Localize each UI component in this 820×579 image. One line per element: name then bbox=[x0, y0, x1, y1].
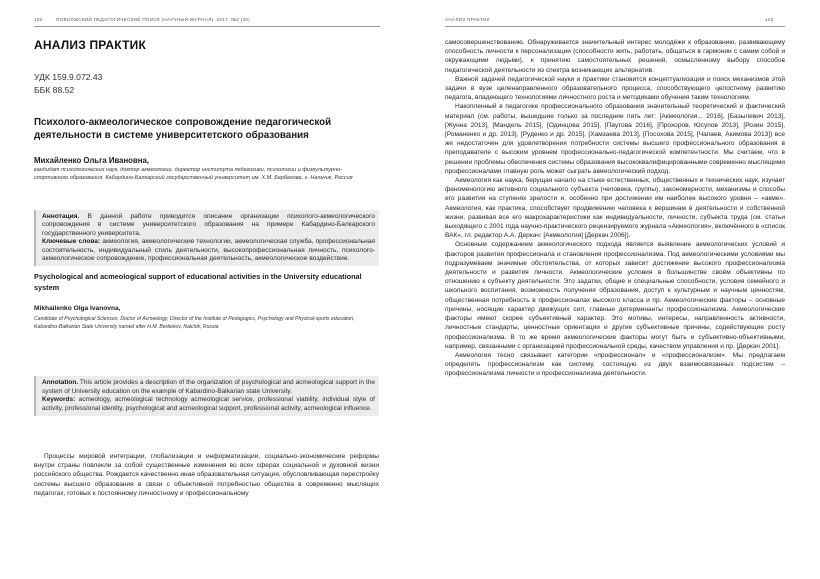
article-title-en: Psychological and acmeological support of educational activities in the University educational system bbox=[34, 272, 362, 292]
page-number: 102 bbox=[34, 17, 43, 22]
section-title: АНАЛИЗ ПРАКТИК bbox=[34, 38, 146, 52]
abstract-ru bbox=[34, 210, 379, 266]
body-paragraph: Процессы мировой интеграции, глобализации и информатизации, социально-экономические реформы внутри страны повлекли за собой существенные изменения во всех сферах социальной и духовной жизни российского общества. Рождается качественно иная образовательная ситуация, обусловливающая перестройку системы высшего образования в связи с объективной потребностью общества в современно мыслящих педагогах, готовых к постоянному личностному и профессиональному bbox=[34, 453, 379, 497]
running-head: ПОВОЛЖСКИЙ ПЕДАГОГИЧЕСКИЙ ПОИСК (НАУЧНЫЙ ЖУРНАЛ). 2017. №2 (20) bbox=[56, 17, 251, 22]
author-affiliation: кандидат психологических наук, доктор акмеологии, директор института педагогики, психологии и физкультурно-спортивного образования, Кабардино-Балкарский государственный университет им. Х.М. Бербекова, г. Нальчик, Россия bbox=[34, 167, 353, 181]
author-name: Михайленко Ольга Ивановна, bbox=[34, 156, 149, 165]
bbk-code: ББК 88.52 bbox=[34, 85, 75, 95]
body-paragraph: Важной задачей педагогической науки и практики становится концептуализация и поиск механизмов этой задачи в вузе целенаправленного образовательного процесса, способствующего целостному развитию педагога, владеющего технологиями личностного роста и методиками обучения таким технологиям. bbox=[445, 75, 785, 102]
keywords-label-en: Keywords: bbox=[42, 396, 76, 404]
body-paragraph: Акмеология тесно связывает категории «профессионал» и «профессионализм». Мы предлагаем определять профессионализм как систему, состоящую из двух взаимосвязанных подсистем – профессионализма личности и профессионализма деятельности. bbox=[445, 351, 785, 378]
body-paragraph: Накопленный в педагогике профессионального образования значительный теоретический и фактический материал (см. работы, вышедшие только за последние пять лет: [Акмеология... 2016], [Базылевич 2013], [Жунна 2013], [Мандель 2015], [Одинцова 2015], [Паутова 2016], [Прохоров, Юсупов 2013], [Розин 2015], [Романенко и др. 2013], [Руденко и др. 2015], [Хамзаева 2013], [Посохова 2015], [Чапаев, Акимова 2013]) все же недостаточен для удовлетворения потребности системы высшего профессионального образования в преподавателе с высоким уровнем профессионально-педагогической компетентности. Мы считаем, что в решении проблемы обеспечения системы образования высококвалифицированными современно мыслящими профессионалами главную роль может сыграть акмеологический подход. bbox=[445, 103, 785, 175]
udc-code: УДК 159.9.072.43 bbox=[34, 72, 103, 82]
running-head-right: АНАЛИЗ ПРАКТИК bbox=[445, 17, 490, 22]
article-title: Психолого-акмеологическое сопровождение педагогической деятельности в системе университетского образования bbox=[34, 117, 332, 142]
abstract-label: Аннотация. bbox=[42, 213, 80, 220]
keywords-text-en: acmeology, acmeological technology acmeological service, professional viability, individual style of activity, professional identity, psychological and acmeological support, professional activity, acmeological influence. bbox=[42, 396, 375, 412]
right-page bbox=[410, 0, 820, 579]
abstract-text-en: This article provides a description of the organization of psychological and acmeological support in the system of University education on the example of Kabardino-Balkarian state University. bbox=[42, 379, 375, 395]
body-paragraph: Акмеология как наука, берущая начало на стыке естественных, общественных и технических наук, изучает феноменологию активного социального субъекта (человека, группы), закономерности, механизмы и способы его развития на ступенях зрелости и, особенно при достижении им наиболее высокого уровня – «акме». Акмеология, как практика, способствует продвижению человека к вершинам в деятельности и собственной жизни, развивая все его макрохарактеристики как индивидуальности, личности, субъекта труда (см. статьи выходящего с 2001 года научно-практического рецензируемого журнала «Акмеология», включённого в «список ВАК», гл. редактор А.А. Деркач: [Акмеология] [Деркач 2006]). bbox=[445, 177, 785, 240]
body-text-left bbox=[34, 452, 379, 498]
keywords-text: акмеология, акмеологические технологии, акмеологическая служба, профессиональная состоятельность, индивидуальный стиль деятельности, высокопрофессиональная личность, психолого-акмеологическое сопровождение, профессиональная деятельность, акмеологическое воздействие. bbox=[42, 238, 375, 263]
abstract-text: В данной работе приводится описание организации психолого-акмеологического сопровождения в системе университетского образования на примере Кабардино-Балкарского государственного университета. bbox=[42, 213, 375, 237]
abstract-label-en: Annotation. bbox=[42, 379, 79, 386]
page-number-right: 103 bbox=[765, 17, 774, 22]
author-name-en: Mikhailenko Olga Ivanovna, bbox=[34, 305, 121, 312]
body-paragraph: Основным содержанием акмеологического подхода является выявление акмеологических условий и факторов развития профессионала и становления профессионализма. Под акмеологическими условиями мы подразумеваем значимые обстоятельства, от которых зависит достижение высокого профессионализма деятельности и развития личности. Акмеологические условия в большинстве своём объективны по отношению к субъекту деятельности. Это задатки, общие и специальные способности, условия семейного и школьного воспитания, возможность получения образования, доступ к культурным и научным ценностям, общественная потребность в профессионалах высокого класса и пр. Акмеологические факторы – основные причины, носящие характер движущих сил, главные детерминанты профессионализма. Акмеологические факторы имеют скорее субъективный характер. Это мотивы, интересы, направленность активности, личностные стандарты, ценностные ориентации и другие субъективные причины, содействующие росту профессионализма. В то же время акмеологические факторы могут быть и субъективно-объективными, например, связанными с организацией профессиональной среды, качеством управления и пр. [Деркач 2001]. bbox=[445, 241, 785, 350]
header-rule-right bbox=[445, 26, 785, 27]
author-affiliation-en: Candidate of Psychological Sciences, Doctor of Acmeology, Director of the Institute of Pedagogics, Psychology and Physical-sports education, Kabardino-Balkarian State University named after H.M. Berbekov, Nalchik, Russia bbox=[34, 316, 355, 330]
body-text-right bbox=[445, 38, 785, 379]
body-paragraph: самосовершенствованию. Обнаруживается значительный интерес молодёжи к образованию, развивающему способность личности к персонализации (способности жить, работать, общаться в гармонии с самим собой и окружающими людьми), к принятию самостоятельных решений, осмысленному выбору способов педагогической деятельности из спектра возникающих альтернатив. bbox=[445, 39, 785, 74]
abstract-en bbox=[34, 376, 379, 416]
keywords-label: Ключевые слова: bbox=[42, 238, 101, 246]
header-rule bbox=[34, 26, 380, 27]
